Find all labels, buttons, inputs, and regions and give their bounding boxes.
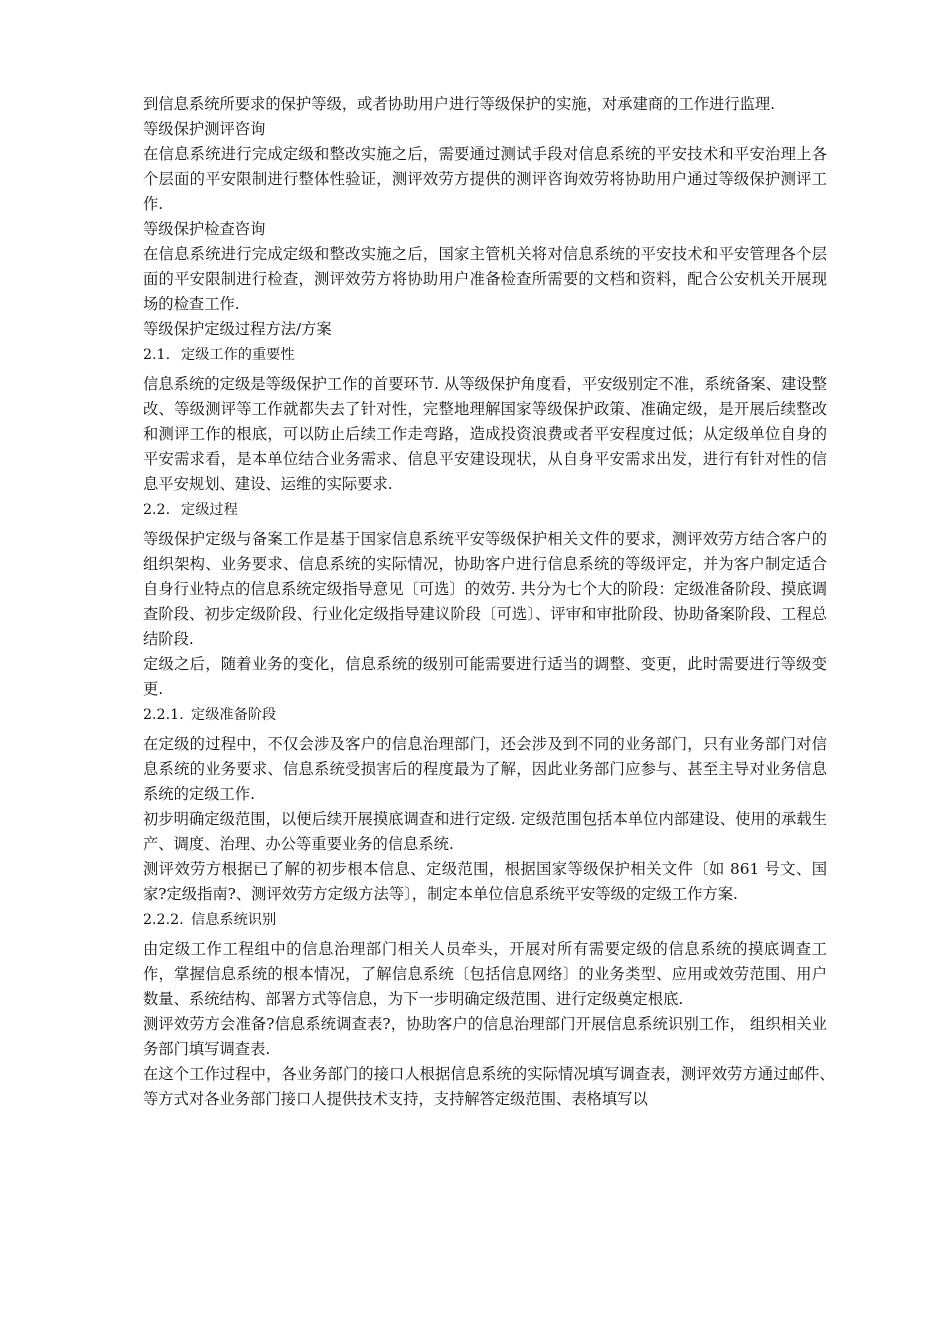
section-number: 2.2.2.	[143, 912, 184, 928]
section-title: 信息系统识别	[191, 912, 277, 928]
section-title: 定级工作的重要性	[181, 347, 295, 363]
paragraph: 信息系统的定级是等级保护工作的首要环节. 从等级保护角度看，平安级别定不准，系统备案、建设整改、等级测评等工作就都失去了针对性，完整地理解国家等级保护政策、准确定级，是开展后续整改和测评工作的根底，可以防止后续工作走弯路，造成投资浪费或者平安程度过低；从定级单位自身的平安需求看，是本单位结合业务需求、信息平安建设现状，从自身平安需求出发，进行有针对性的信息平安规划、建设、运维的实际要求.	[143, 375, 827, 493]
paragraph: 初步明确定级范围，以便后续开展摸底调查和进行定级. 定级范围包括本单位内部建设、使用的承载生产、调度、治理、办公等重要业务的信息系统.	[143, 810, 827, 853]
paragraph: 到信息系统所要求的保护等级，或者协助用户进行等级保护的实施，对承建商的工作进行监理.	[143, 95, 776, 113]
paragraph: 测评效劳方会准备?信息系统调查表?，协助客户的信息治理部门开展信息系统识别工作， 组织相关业务部门填写调查表.	[143, 1015, 827, 1058]
document-body	[143, 92, 858, 1112]
paragraph: 在信息系统进行完成定级和整改实施之后，需要通过测试手段对信息系统的平安技术和平安治理上各个层面的平安限制进行整体性验证，测评效劳方提供的测评咨询效劳将协助用户通过等级保护测评工作.	[143, 145, 827, 213]
subheading: 等级保护检查咨询	[143, 220, 266, 238]
paragraph: 等级保护定级与备案工作是基于国家信息系统平安等级保护相关文件的要求，测评效劳方结合客户的组织架构、业务要求、信息系统的实际情况，协助客户进行信息系统的等级评定，并为客户制定适合自身行业特点的信息系统定级指导意见〔可选〕的效劳. 共分为七个大的阶段：定级准备阶段、摸底调查阶段、初步定级阶段、行业化定级指导建议阶段〔可选〕、评审和审批阶段、协助备案阶段、工程总结阶段.	[143, 530, 827, 648]
section-heading	[143, 909, 827, 931]
section-title: 定级准备阶段	[191, 707, 277, 723]
paragraph: 测评效劳方根据已了解的初步根本信息、定级范围，根据国家等级保护相关文件〔如 861 号文、国家?定级指南?、测评效劳方定级方法等〕，制定本单位信息系统平安等级的定级工作方案.	[143, 860, 827, 903]
paragraph: 在这个工作过程中，各业务部门的接口人根据信息系统的实际情况填写调查表，测评效劳方通过邮件、 等方式对各业务部门接口人提供技术支持，支持解答定级范围、表格填写以	[143, 1065, 858, 1108]
paragraph: 由定级工作工程组中的信息治理部门相关人员牵头，开展对所有需要定级的信息系统的摸底调查工作，掌握信息系统的根本情况，了解信息系统〔包括信息网络〕的业务类型、应用或效劳范围、用户数量、系统结构、部署方式等信息，为下一步明确定级范围、进行定级奠定根底.	[143, 940, 827, 1008]
section-heading	[143, 344, 827, 366]
subheading: 等级保护定级过程方法/方案	[143, 320, 332, 338]
paragraph: 定级之后，随着业务的变化，信息系统的级别可能需要进行适当的调整、变更，此时需要进行等级变更.	[143, 655, 827, 698]
section-number: 2.2.	[143, 502, 171, 518]
section-number: 2.2.1.	[143, 707, 184, 723]
section-heading	[143, 499, 827, 521]
section-heading	[143, 704, 827, 726]
section-title: 定级过程	[181, 502, 238, 518]
paragraph: 在定级的过程中，不仅会涉及客户的信息治理部门，还会涉及到不同的业务部门，只有业务部门对信息系统的业务要求、信息系统受损害后的程度最为了解，因此业务部门应参与、甚至主导对业务信息系统的定级工作.	[143, 735, 827, 803]
paragraph: 在信息系统进行完成定级和整改实施之后，国家主管机关将对信息系统的平安技术和平安管理各个层面的平安限制进行检查，测评效劳方将协助用户准备检查所需要的文档和资料，配合公安机关开展现场的检查工作.	[143, 245, 827, 313]
section-number: 2.1.	[143, 347, 171, 363]
subheading: 等级保护测评咨询	[143, 120, 266, 138]
